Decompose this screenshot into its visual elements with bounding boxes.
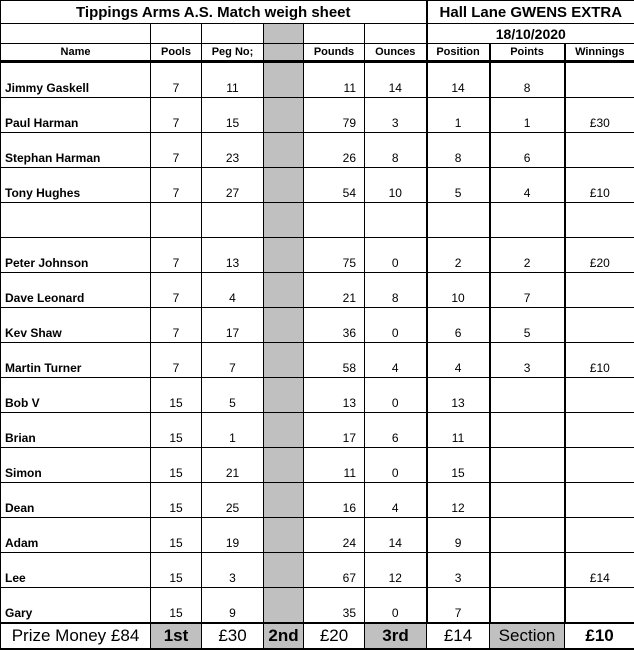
- position-cell: 9: [427, 518, 490, 553]
- pounds-cell: 13: [304, 378, 365, 413]
- pounds-cell: 21: [304, 273, 365, 308]
- table-row: [1, 238, 634, 273]
- gap-cell: [264, 483, 304, 518]
- player-name: Tony Hughes: [1, 168, 151, 203]
- ounces-cell: 8: [365, 273, 427, 308]
- player-name: Paul Harman: [1, 98, 151, 133]
- player-name: Lee: [1, 553, 151, 588]
- header-pools: Pools: [151, 44, 202, 62]
- position-cell: 13: [427, 378, 490, 413]
- points-cell: [490, 378, 565, 413]
- points-cell: 5: [490, 308, 565, 343]
- peg-cell: 9: [202, 588, 264, 624]
- gap-cell: [264, 448, 304, 483]
- sheet-title: Tippings Arms A.S. Match weigh sheet: [1, 1, 427, 24]
- points-cell: [490, 483, 565, 518]
- pools-cell: 7: [151, 98, 202, 133]
- pools-cell: 7: [151, 273, 202, 308]
- player-name: Bob V: [1, 378, 151, 413]
- peg-cell: 19: [202, 518, 264, 553]
- gap-cell: [264, 553, 304, 588]
- peg-cell: 7: [202, 343, 264, 378]
- gap-cell: [264, 238, 304, 273]
- pools-cell: 15: [151, 553, 202, 588]
- player-name: Jimmy Gaskell: [1, 62, 151, 98]
- winnings-cell: £14: [565, 553, 634, 588]
- peg-cell: 23: [202, 133, 264, 168]
- pools-cell: 15: [151, 483, 202, 518]
- table-row: [1, 483, 634, 518]
- ounces-cell: 0: [365, 238, 427, 273]
- points-cell: 1: [490, 98, 565, 133]
- peg-cell: 1: [202, 413, 264, 448]
- winnings-cell: £10: [565, 168, 634, 203]
- winnings-cell: [565, 378, 634, 413]
- table-row: [1, 378, 634, 413]
- pools-cell: 15: [151, 448, 202, 483]
- peg-cell: 15: [202, 98, 264, 133]
- winnings-cell: [565, 448, 634, 483]
- ounces-cell: 4: [365, 483, 427, 518]
- pools-cell: [151, 203, 202, 238]
- peg-cell: 5: [202, 378, 264, 413]
- winnings-cell: [565, 273, 634, 308]
- pounds-cell: 75: [304, 238, 365, 273]
- gap-cell: [264, 133, 304, 168]
- pounds-cell: 54: [304, 168, 365, 203]
- points-cell: [490, 413, 565, 448]
- ounces-cell: 0: [365, 448, 427, 483]
- winnings-cell: [565, 308, 634, 343]
- ounces-cell: [365, 203, 427, 238]
- pounds-cell: 67: [304, 553, 365, 588]
- points-cell: 6: [490, 133, 565, 168]
- gap-cell: [264, 413, 304, 448]
- blank-cell: [151, 24, 202, 44]
- points-cell: 2: [490, 238, 565, 273]
- pools-cell: 15: [151, 378, 202, 413]
- winnings-cell: [565, 203, 634, 238]
- position-cell: 8: [427, 133, 490, 168]
- table-row: [1, 553, 634, 588]
- blank-cell: [365, 24, 427, 44]
- table-row: [1, 343, 634, 378]
- table-row: [1, 98, 634, 133]
- position-cell: 1: [427, 98, 490, 133]
- peg-cell: 25: [202, 483, 264, 518]
- ounces-cell: 3: [365, 98, 427, 133]
- pounds-cell: 79: [304, 98, 365, 133]
- table-row: [1, 203, 634, 238]
- date-row: [1, 24, 634, 44]
- pools-cell: 15: [151, 588, 202, 624]
- winnings-cell: [565, 518, 634, 553]
- header-points: Points: [490, 44, 565, 62]
- gap-cell: [264, 378, 304, 413]
- peg-cell: [202, 203, 264, 238]
- pools-cell: 15: [151, 413, 202, 448]
- gap-cell: [264, 308, 304, 343]
- header-ounces: Ounces: [365, 44, 427, 62]
- player-name: Gary: [1, 588, 151, 624]
- table-row: [1, 133, 634, 168]
- ounces-cell: 6: [365, 413, 427, 448]
- position-cell: 14: [427, 62, 490, 98]
- player-name: Peter Johnson: [1, 238, 151, 273]
- blank-cell: [1, 24, 151, 44]
- ounces-cell: 0: [365, 308, 427, 343]
- prize-money-label: Prize Money £84: [1, 623, 151, 649]
- pools-cell: 7: [151, 343, 202, 378]
- peg-cell: 3: [202, 553, 264, 588]
- table-row: [1, 448, 634, 483]
- points-cell: [490, 588, 565, 624]
- gap-cell: [264, 588, 304, 624]
- winnings-cell: [565, 413, 634, 448]
- winnings-cell: £30: [565, 98, 634, 133]
- header-position: Position: [427, 44, 490, 62]
- winnings-cell: [565, 133, 634, 168]
- first-place-amount: £30: [202, 623, 264, 649]
- ounces-cell: 14: [365, 62, 427, 98]
- points-cell: [490, 518, 565, 553]
- position-cell: 10: [427, 273, 490, 308]
- ounces-cell: 14: [365, 518, 427, 553]
- pools-cell: 7: [151, 308, 202, 343]
- pounds-cell: 58: [304, 343, 365, 378]
- position-cell: 7: [427, 588, 490, 624]
- blank-cell: [264, 24, 304, 44]
- ounces-cell: 12: [365, 553, 427, 588]
- position-cell: 15: [427, 448, 490, 483]
- gap-cell: [264, 343, 304, 378]
- table-row: [1, 413, 634, 448]
- points-cell: 7: [490, 273, 565, 308]
- gap-cell: [264, 273, 304, 308]
- blank-cell: [202, 24, 264, 44]
- points-cell: 4: [490, 168, 565, 203]
- position-cell: [427, 203, 490, 238]
- third-place-label: 3rd: [365, 623, 427, 649]
- header-gap: [264, 44, 304, 62]
- gap-cell: [264, 62, 304, 98]
- winnings-cell: [565, 62, 634, 98]
- position-cell: 4: [427, 343, 490, 378]
- player-name: Dean: [1, 483, 151, 518]
- player-name: [1, 203, 151, 238]
- points-cell: 3: [490, 343, 565, 378]
- header-pounds: Pounds: [304, 44, 365, 62]
- pounds-cell: [304, 203, 365, 238]
- player-name: Martin Turner: [1, 343, 151, 378]
- blank-cell: [304, 24, 365, 44]
- winnings-cell: £10: [565, 343, 634, 378]
- winnings-cell: [565, 483, 634, 518]
- peg-cell: 17: [202, 308, 264, 343]
- player-name: Stephan Harman: [1, 133, 151, 168]
- pounds-cell: 36: [304, 308, 365, 343]
- player-name: Kev Shaw: [1, 308, 151, 343]
- ounces-cell: 10: [365, 168, 427, 203]
- gap-cell: [264, 518, 304, 553]
- player-name: Dave Leonard: [1, 273, 151, 308]
- position-cell: 2: [427, 238, 490, 273]
- pools-cell: 7: [151, 62, 202, 98]
- ounces-cell: 8: [365, 133, 427, 168]
- pounds-cell: 16: [304, 483, 365, 518]
- points-cell: [490, 203, 565, 238]
- gap-cell: [264, 98, 304, 133]
- header-peg: Peg No;: [202, 44, 264, 62]
- gap-cell: [264, 203, 304, 238]
- ounces-cell: 0: [365, 588, 427, 624]
- player-name: Brian: [1, 413, 151, 448]
- position-cell: 6: [427, 308, 490, 343]
- section-label: Section: [490, 623, 565, 649]
- ounces-cell: 0: [365, 378, 427, 413]
- table-row: [1, 62, 634, 98]
- pools-cell: 7: [151, 133, 202, 168]
- winnings-cell: [565, 588, 634, 624]
- table-row: [1, 168, 634, 203]
- second-place-amount: £20: [304, 623, 365, 649]
- pools-cell: 15: [151, 518, 202, 553]
- table-row: [1, 588, 634, 624]
- player-name: Adam: [1, 518, 151, 553]
- points-cell: [490, 553, 565, 588]
- pounds-cell: 26: [304, 133, 365, 168]
- position-cell: 3: [427, 553, 490, 588]
- pools-cell: 7: [151, 168, 202, 203]
- points-cell: 8: [490, 62, 565, 98]
- first-place-label: 1st: [151, 623, 202, 649]
- position-cell: 5: [427, 168, 490, 203]
- third-place-amount: £14: [427, 623, 490, 649]
- venue-title: Hall Lane GWENS EXTRA: [427, 1, 634, 24]
- gap-cell: [264, 168, 304, 203]
- match-date: 18/10/2020: [427, 24, 634, 44]
- table-row: [1, 308, 634, 343]
- peg-cell: 21: [202, 448, 264, 483]
- peg-cell: 13: [202, 238, 264, 273]
- header-name: Name: [1, 44, 151, 62]
- title-row: [1, 1, 634, 24]
- pounds-cell: 17: [304, 413, 365, 448]
- points-cell: [490, 448, 565, 483]
- pounds-cell: 24: [304, 518, 365, 553]
- table-row: [1, 518, 634, 553]
- position-cell: 12: [427, 483, 490, 518]
- position-cell: 11: [427, 413, 490, 448]
- winnings-cell: £20: [565, 238, 634, 273]
- table-row: [1, 273, 634, 308]
- ounces-cell: 4: [365, 343, 427, 378]
- pools-cell: 7: [151, 238, 202, 273]
- second-place-label: 2nd: [264, 623, 304, 649]
- section-amount: £10: [565, 623, 634, 649]
- peg-cell: 11: [202, 62, 264, 98]
- prize-row: [1, 623, 634, 649]
- pounds-cell: 35: [304, 588, 365, 624]
- header-row: [1, 44, 634, 62]
- peg-cell: 27: [202, 168, 264, 203]
- pounds-cell: 11: [304, 62, 365, 98]
- pounds-cell: 11: [304, 448, 365, 483]
- header-winnings: Winnings: [565, 44, 634, 62]
- player-name: Simon: [1, 448, 151, 483]
- peg-cell: 4: [202, 273, 264, 308]
